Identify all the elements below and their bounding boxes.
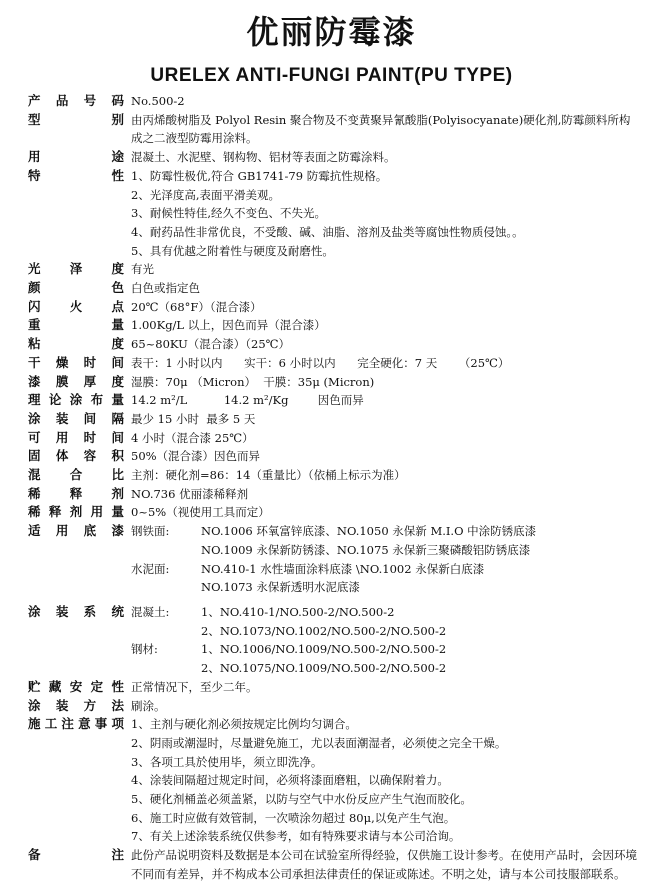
row-drying-time: [28, 354, 640, 373]
system-row: [131, 640, 640, 659]
primer-row: [131, 522, 640, 541]
spec-label: 光 泽 度: [28, 261, 124, 277]
row-thinner-amount: [28, 503, 640, 522]
spec-value: 白色或指定色: [131, 281, 200, 296]
feature-item: 5、具有优越之附着性与硬度及耐磨性。: [131, 243, 334, 258]
primer-row: [131, 560, 640, 579]
spec-label: 粘 度: [28, 336, 124, 352]
spec-value: 4 小时（混合漆 25℃）: [131, 430, 254, 445]
spec-label: 理 论 涂 布 量: [28, 392, 124, 408]
system-row: [131, 659, 640, 678]
spec-value: 湿膜：70μ （Micron） 干膜：35μ (Micron): [131, 374, 375, 389]
primer-products: NO.410-1 水性墙面涂料底漆 \NO.1002 永保新白底漆: [201, 561, 485, 576]
feature-item: 1、防霉性极优,符合 GB1741-79 防霉抗性规格。: [131, 168, 388, 183]
row-interval: [28, 410, 640, 429]
spec-label: 用 途: [28, 149, 124, 165]
system-substrate: [131, 622, 201, 641]
spec-value: 20℃（68°F）（混合漆）: [131, 299, 262, 314]
primer-products: NO.1006 环氧富锌底漆、NO.1050 永保新 M.I.O 中涂防锈底漆: [201, 524, 537, 539]
spec-label: 稀 释 剂 用 量: [28, 504, 124, 520]
spec-value: No.500-2: [131, 94, 185, 108]
primer-surface: [131, 541, 201, 560]
row-film-thickness: [28, 373, 640, 392]
row-color: [28, 279, 640, 298]
system-sequence: 1、NO.1006/NO.1009/NO.500-2/NO.500-2: [201, 642, 447, 657]
row-primer: [28, 522, 640, 597]
primer-products: NO.1009 永保新防锈漆、NO.1075 永保新三聚磷酸铝防锈底漆: [201, 542, 531, 557]
system-sequence: 1、NO.410-1/NO.500-2/NO.500-2: [201, 604, 395, 619]
system-sequence: 2、NO.1075/NO.1009/NO.500-2/NO.500-2: [201, 661, 447, 676]
spec-label: 型 别: [28, 111, 124, 127]
caution-item: 1、主剂与硬化剂必须按规定比例均匀调合。: [131, 717, 357, 732]
spec-label: 重 量: [28, 317, 124, 333]
primer-row: [131, 541, 640, 560]
spec-label: 可 用 时 间: [28, 429, 124, 445]
row-coverage: [28, 391, 640, 410]
primer-surface: 钢铁面:: [131, 524, 170, 539]
page-subtitle: URELEX ANTI-FUNGI PAINT(PU TYPE): [150, 65, 513, 86]
row-mix-ratio: [28, 466, 640, 485]
row-coating-system: [28, 603, 640, 678]
row-product-no: [28, 92, 640, 111]
hard-dry-value: 实干：6 小时以内: [244, 355, 336, 370]
spec-label: 备 注: [28, 847, 124, 863]
row-flash-point: [28, 298, 640, 317]
spec-value: 最少 15 小时 最多 5 天: [131, 411, 256, 426]
feature-item: 4、耐药品性非常优良，不受酸、碱、油脂、溶剂及盐类等腐蚀性物质侵蚀。。: [131, 224, 524, 239]
row-weight: [28, 316, 640, 335]
spec-label: 固 体 容 积: [28, 448, 124, 464]
cure-temp-value: （25℃）: [458, 355, 510, 370]
spec-label: 涂 装 间 隔: [28, 410, 124, 426]
spec-value: 1.00Kg/L 以上，因色而异（混合漆）: [131, 318, 326, 333]
spec-label: 贮 藏 安 定 性: [28, 678, 124, 694]
row-gloss: [28, 260, 640, 279]
spec-value: NO.736 优丽漆稀释剂: [131, 486, 249, 501]
system-row: [131, 603, 640, 622]
row-type: [28, 111, 640, 148]
primer-products: NO.1073 永保新透明水泥底漆: [201, 580, 360, 595]
row-storage: [28, 678, 640, 697]
spec-value: 50%（混合漆）因色而异: [131, 449, 261, 464]
caution-item: 6、施工时应做有效管制，一次喷涂勿超过 80μ,以免产生气泡。: [131, 810, 456, 825]
system-substrate: 钢材:: [131, 642, 158, 657]
spec-value: 由丙烯酸树脂及 Polyol Resin 聚合物及不变黄聚异氰酸脂(Polyisocyanate)硬化剂,防霉颜料所构成之二液型防霉用涂料。: [131, 112, 631, 146]
spec-label: 施 工 注 意 事 项: [28, 716, 124, 732]
spec-value: 14.2 m²/L 14.2 m²/Kg 因色而异: [131, 393, 364, 408]
row-features: [28, 167, 640, 261]
spec-label: 适 用 底 漆: [28, 523, 124, 539]
caution-item: 3、各项工具於使用毕，须立即洗净。: [131, 754, 323, 769]
surface-dry-value: 表干：1 小时以内: [131, 355, 223, 370]
row-pot-life: [28, 429, 640, 448]
row-viscosity: [28, 335, 640, 354]
spec-value: 此份产品说明资料及数据是本公司在试验室所得经验，仅供施工设计参考。在使用产品时，会因环境不同而有差异，并不构成本公司承担法律责任的保证或陈述。不明之处，请与本公司技服部联系。: [131, 848, 637, 881]
system-substrate: 混凝土:: [131, 604, 170, 619]
caution-item: 7、有关上述涂装系统仅供参考，如有特殊要求请与本公司洽询。: [131, 829, 461, 844]
spec-value: 刷涂。: [131, 698, 166, 713]
primer-surface: [131, 578, 201, 597]
spec-sheet: [28, 92, 640, 884]
spec-label: 漆 膜 厚 度: [28, 373, 124, 389]
primer-surface: 水泥面:: [131, 561, 170, 576]
caution-item: 5、硬化剂桶盖必须盖紧，以防与空气中水份反应产生气泡而胶化。: [131, 792, 472, 807]
caution-item: 2、阴雨或潮湿时，尽量避免施工，尤以表面潮湿者，必须使之完全干燥。: [131, 735, 507, 750]
system-sequence: 2、NO.1073/NO.1002/NO.500-2/NO.500-2: [201, 623, 447, 638]
caution-item: 4、涂装间隔超过规定时间，必须将漆面磨粗，以确保附着力。: [131, 773, 449, 788]
spec-label: 涂 装 方 法: [28, 697, 124, 713]
spec-label: 特 性: [28, 167, 124, 183]
row-thinner: [28, 485, 640, 504]
spec-value: 混凝土、水泥壁、钢构物、铝材等表面之防霉涂料。: [131, 150, 396, 165]
spec-value: 正常情况下，至少二年。: [131, 679, 258, 694]
row-solids: [28, 447, 640, 466]
system-substrate: [131, 659, 201, 678]
row-remarks: [28, 846, 640, 883]
system-row: [131, 622, 640, 641]
spec-label: 产 品 号 码: [28, 93, 124, 108]
full-cure-value: 完全硬化：7 天: [357, 355, 438, 370]
spec-value: 主剂：硬化剂=86：14（重量比）（依桶上标示为准）: [131, 468, 406, 483]
row-usage: [28, 148, 640, 167]
spec-label: 混 合 比: [28, 467, 124, 483]
page-title: 优丽防霉漆: [246, 13, 417, 51]
row-cautions: [28, 715, 640, 846]
spec-label: 颜 色: [28, 280, 124, 296]
spec-label: 闪 火 点: [28, 298, 124, 314]
spec-label: 稀 释 剂: [28, 485, 124, 501]
spec-label: 干 燥 时 间: [28, 354, 124, 370]
primer-row: [131, 578, 640, 597]
feature-item: 2、光泽度高,表面平滑美观。: [131, 187, 280, 202]
spec-value: 0~5%（视使用工具而定）: [131, 505, 270, 520]
row-method: [28, 697, 640, 716]
feature-item: 3、耐候性特佳,经久不变色、不失光。: [131, 206, 326, 221]
spec-value: 65~80KU（混合漆）（25℃）: [131, 337, 291, 352]
spec-label: 涂 装 系 统: [28, 603, 124, 619]
spec-value: 有光: [131, 262, 154, 277]
